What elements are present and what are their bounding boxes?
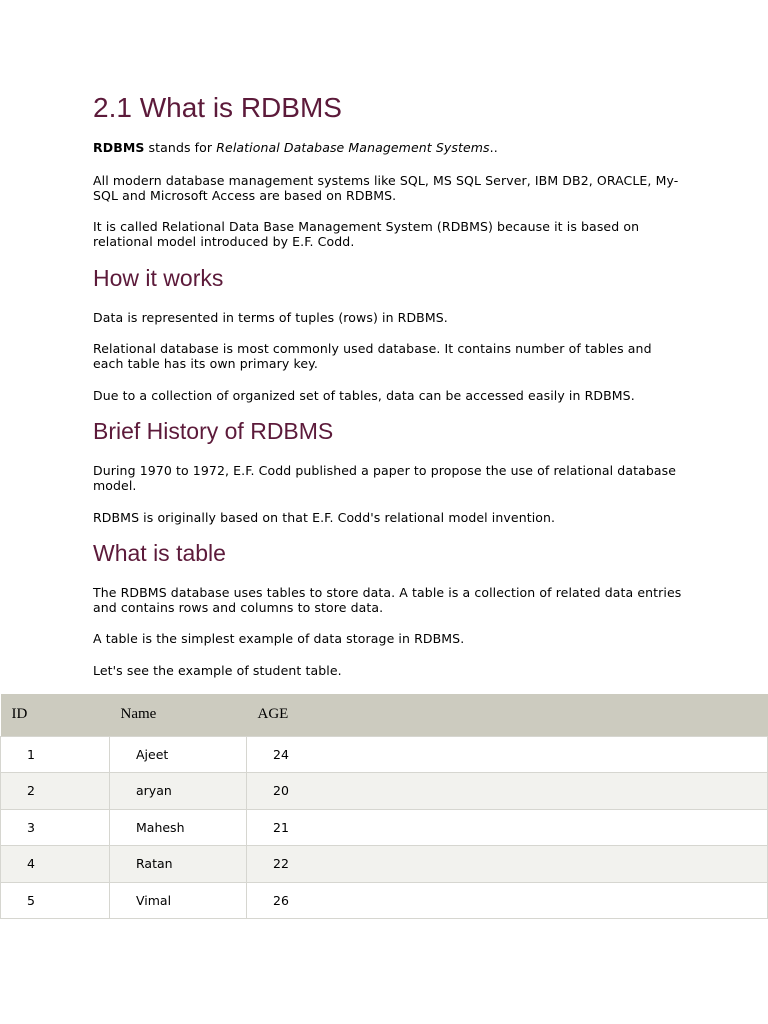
paragraph-relational-database: Relational database is most commonly used database. It contains number of tables and each table has its own primary key.	[93, 341, 652, 371]
heading-how-it-works: How it works	[93, 265, 224, 291]
paragraph-rdbms-definition	[93, 140, 683, 155]
cell-id: 2	[1, 773, 110, 810]
rdbms-expansion: Relational Database Management Systems	[216, 140, 490, 155]
cell-name: Vimal	[110, 882, 247, 919]
student-table	[0, 694, 768, 919]
cell-name: Mahesh	[110, 809, 247, 846]
cell-id: 5	[1, 882, 110, 919]
definition-end: ..	[489, 140, 498, 155]
paragraph-called-rdbms: It is called Relational Data Base Management System (RDBMS) because it is based on relational model introduced by E.F. Codd.	[93, 219, 640, 249]
cell-id: 1	[1, 736, 110, 773]
cell-id: 4	[1, 846, 110, 883]
cell-age: 26	[247, 882, 768, 919]
column-header-id: ID	[11, 706, 28, 723]
cell-id: 3	[1, 809, 110, 846]
cell-age: 24	[247, 736, 768, 773]
cell-name: Ratan	[110, 846, 247, 883]
table-row	[1, 773, 768, 810]
cell-name: aryan	[110, 773, 247, 810]
cell-age: 21	[247, 809, 768, 846]
page-title: 2.1 What is RDBMS	[93, 92, 342, 123]
rdbms-bold-term: RDBMS	[93, 140, 145, 155]
column-header-name: Name	[120, 706, 157, 723]
cell-name: Ajeet	[110, 736, 247, 773]
column-header-age: AGE	[257, 706, 289, 723]
paragraph-codd-paper: During 1970 to 1972, E.F. Codd published a paper to propose the use of relational database model.	[93, 463, 677, 493]
paragraph-codd-invention: RDBMS is originally based on that E.F. Codd's relational model invention.	[93, 510, 556, 525]
heading-what-is-table: What is table	[93, 540, 226, 566]
cell-age: 22	[247, 846, 768, 883]
paragraph-student-table-intro: Let's see the example of student table.	[93, 663, 342, 678]
table-row	[1, 882, 768, 919]
table-row	[1, 736, 768, 773]
definition-connector: stands for	[144, 140, 217, 155]
heading-brief-history: Brief History of RDBMS	[93, 418, 334, 444]
table-header-row	[1, 694, 768, 736]
paragraph-simplest-example: A table is the simplest example of data storage in RDBMS.	[93, 631, 465, 646]
table-row	[1, 846, 768, 883]
table-row	[1, 809, 768, 846]
paragraph-tuples: Data is represented in terms of tuples (rows) in RDBMS.	[93, 310, 448, 325]
paragraph-modern-dbms: All modern database management systems like SQL, MS SQL Server, IBM DB2, ORACLE, My-SQL and Microsoft Access are based on RDBMS.	[93, 173, 679, 203]
cell-age: 20	[247, 773, 768, 810]
paragraph-table-definition: The RDBMS database uses tables to store data. A table is a collection of related data entries and contains rows and columns to store data.	[93, 585, 682, 615]
paragraph-collection: Due to a collection of organized set of tables, data can be accessed easily in RDBMS.	[93, 388, 635, 403]
